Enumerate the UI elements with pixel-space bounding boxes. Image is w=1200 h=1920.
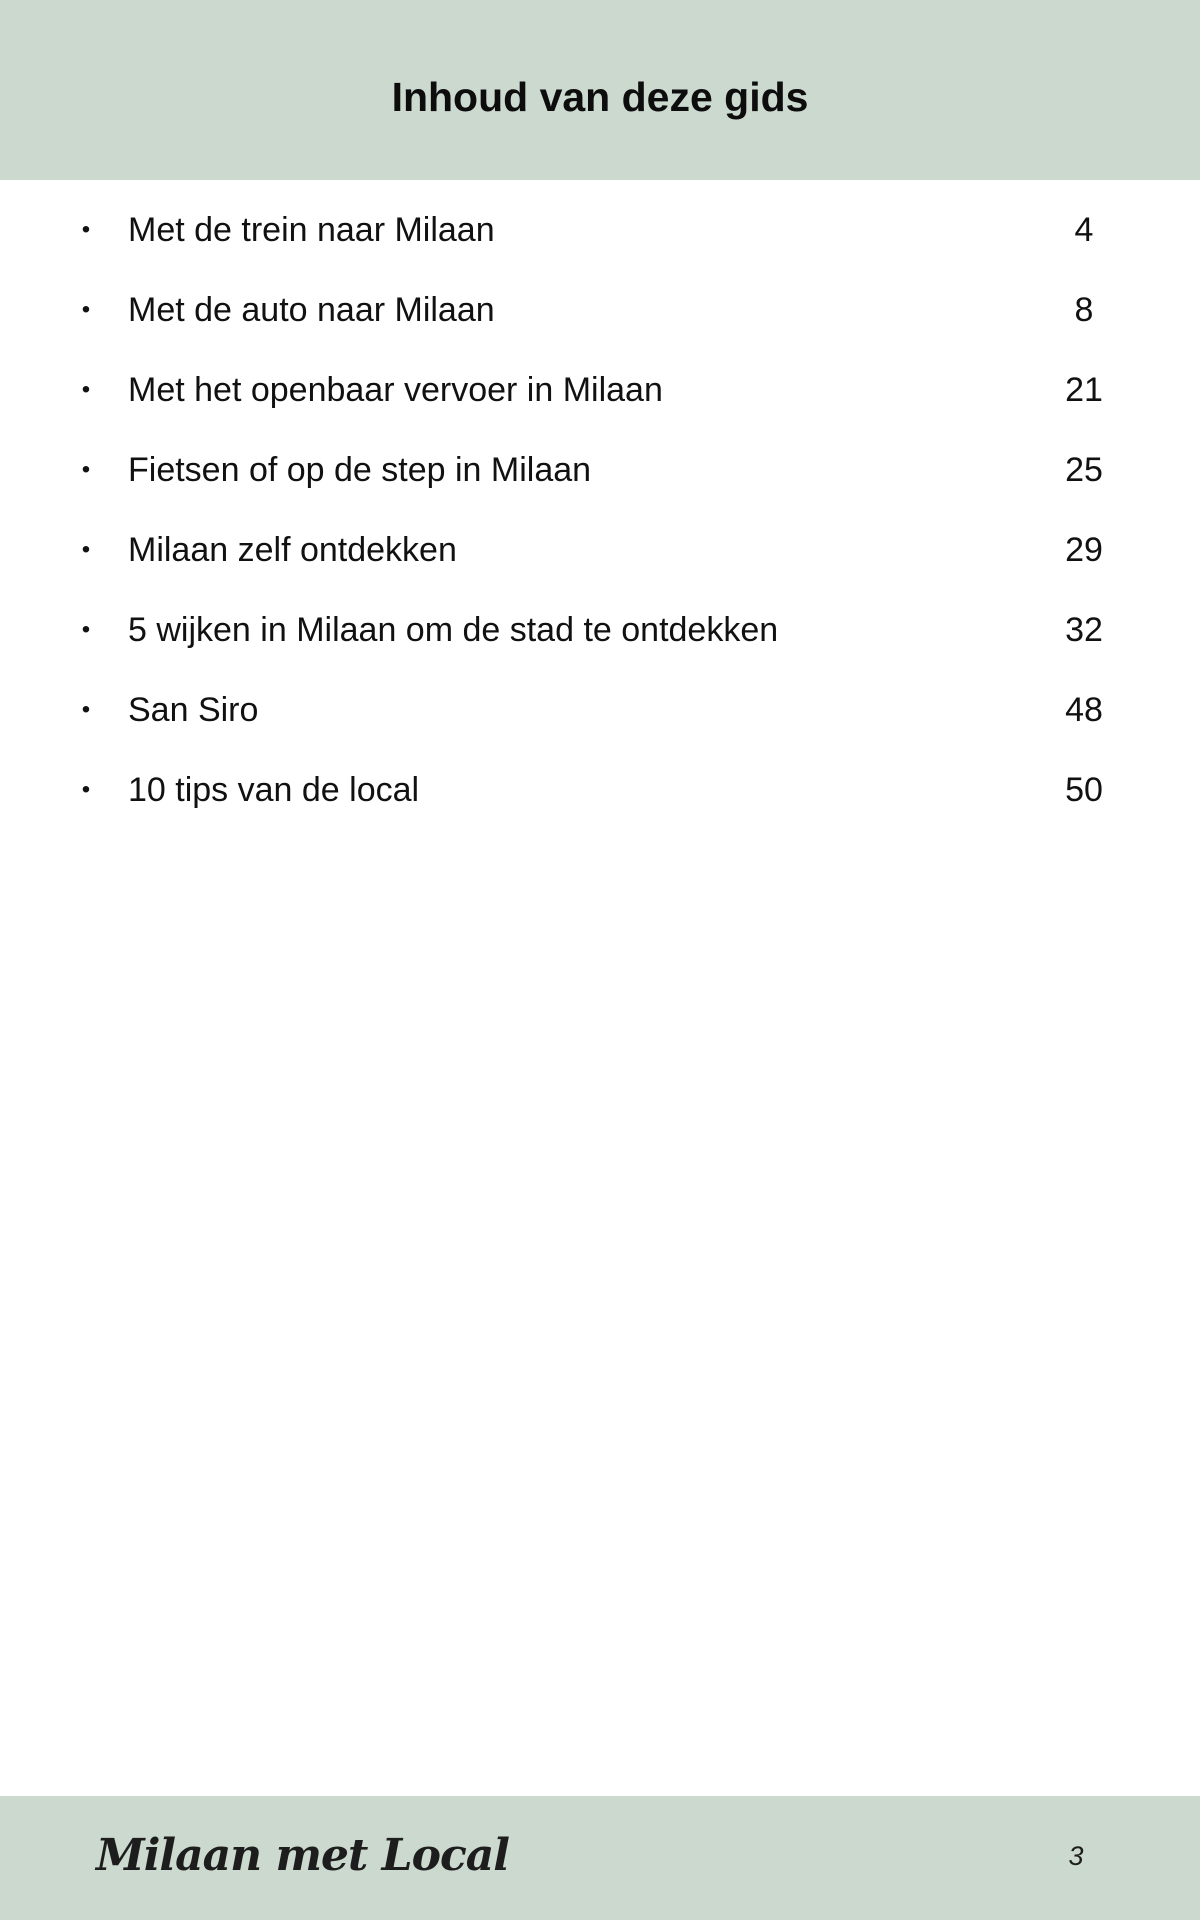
toc-item	[0, 510, 1200, 590]
toc-item-title: San Siro	[128, 691, 259, 729]
table-of-contents	[0, 190, 1200, 830]
toc-item-page: 48	[1065, 691, 1103, 729]
page-number: 3	[1068, 1841, 1084, 1871]
toc-item-title: Milaan zelf ontdekken	[128, 531, 457, 569]
bullet-icon: •	[81, 536, 91, 563]
toc-item	[0, 350, 1200, 430]
toc-item-page: 8	[1074, 291, 1094, 329]
toc-item	[0, 270, 1200, 350]
bullet-icon: •	[81, 776, 91, 803]
toc-item	[0, 670, 1200, 750]
toc-item-page: 32	[1065, 611, 1103, 649]
bullet-icon: •	[81, 216, 91, 243]
toc-item-page: 29	[1065, 531, 1103, 569]
page-footer	[0, 1796, 1200, 1920]
toc-item	[0, 190, 1200, 270]
toc-item-page: 4	[1074, 211, 1094, 249]
toc-item-page: 25	[1065, 451, 1103, 489]
bullet-icon: •	[81, 456, 91, 483]
toc-item-title: Met de auto naar Milaan	[128, 291, 495, 329]
toc-item	[0, 430, 1200, 510]
bullet-icon: •	[81, 616, 91, 643]
toc-item	[0, 750, 1200, 830]
toc-item-title: Fietsen of op de step in Milaan	[128, 451, 592, 489]
bullet-icon: •	[81, 296, 91, 323]
toc-item-title: Met de trein naar Milaan	[128, 211, 495, 249]
brand-wordmark: Milaan met Local	[96, 1830, 509, 1881]
toc-item-title: 10 tips van de local	[128, 771, 420, 809]
toc-item-title: 5 wijken in Milaan om de stad te ontdekken	[128, 611, 779, 649]
page-title: Inhoud van deze gids	[391, 74, 809, 120]
bullet-icon: •	[81, 376, 91, 403]
toc-item-page: 50	[1065, 771, 1103, 809]
toc-item	[0, 590, 1200, 670]
toc-item-page: 21	[1065, 371, 1103, 409]
page-header	[0, 0, 1200, 180]
toc-item-title: Met het openbaar vervoer in Milaan	[128, 371, 663, 409]
bullet-icon: •	[81, 696, 91, 723]
